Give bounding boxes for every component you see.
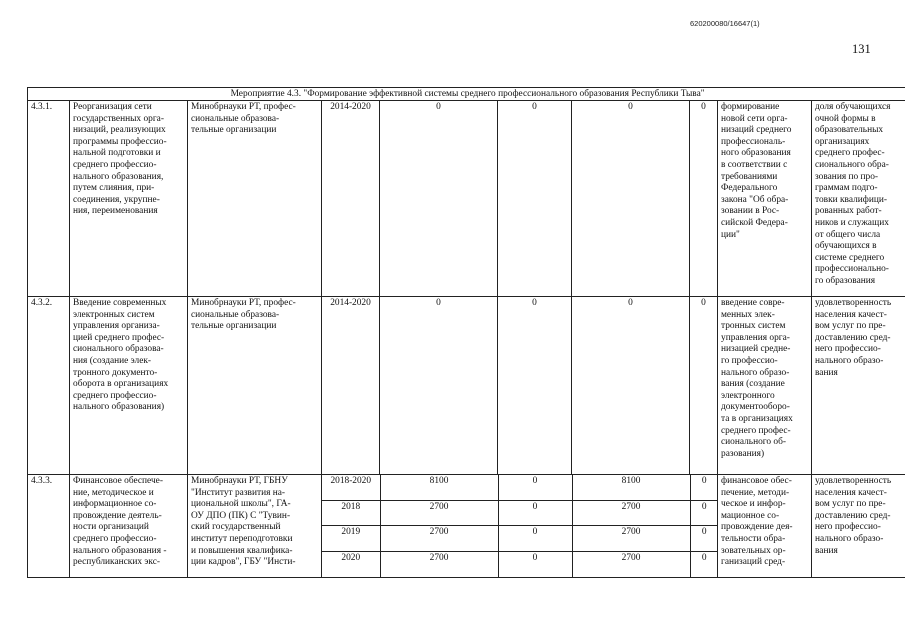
year-value-republic: 2700 — [572, 526, 690, 552]
year-value-other: 0 — [690, 475, 718, 500]
year-value-total: 2700 — [380, 500, 498, 526]
page-number: 131 — [852, 42, 871, 56]
value-federal: 0 — [498, 297, 572, 475]
year-row — [322, 552, 718, 577]
expected-result: формирование новой сети орга- низаций среднего профессиональ- ного образования в соответствии с требованиями Федерального закона "Об обра- зовании в Рос- сийской Федера- ции" — [718, 101, 812, 297]
period: 2014-2020 — [322, 297, 380, 475]
year-row — [322, 475, 718, 500]
value-republic: 0 — [572, 101, 690, 297]
year-value-republic: 2700 — [572, 552, 690, 577]
year-value-total: 2700 — [380, 526, 498, 552]
table-title-row — [28, 88, 905, 101]
row-number: 4.3.3. — [28, 475, 70, 578]
yearly-values — [322, 475, 718, 578]
executor: Минобрнауки РТ, ГБНУ "Институт развития на- циональной школы", ГА- ОУ ДПО (ПК) С "Тувин- ский государственный институт переподготовки и повышения квалифика- ции кадров", ГБУ "Инсти- — [188, 475, 322, 578]
value-total: 0 — [380, 297, 498, 475]
table-row — [28, 475, 905, 578]
year-value-total: 2700 — [380, 552, 498, 577]
activity-name: Финансовое обеспече- ние, методическое и информационное со- провождение деятель- ности организаций среднего профессио- нального образования - республиканских экс- — [70, 475, 188, 578]
year-period: 2018 — [322, 500, 380, 526]
value-total: 0 — [380, 101, 498, 297]
year-value-other: 0 — [690, 500, 718, 526]
value-federal: 0 — [498, 101, 572, 297]
value-other: 0 — [690, 101, 718, 297]
expected-result: введение совре- менных элек- тронных систем управления орга- низацией средне- го профессио- нального образо- вания (создание электронного документооборо- та в организациях среднего профес- сионального об- разования) — [718, 297, 812, 475]
activity-name: Реорганизация сети государственных орга- низаций, реализующих программы профессио- нальной подготовки и среднего профессио- нального образования, путем слияния, при- соединения, укрупне- ния, переименования — [70, 101, 188, 297]
year-value-other: 0 — [690, 552, 718, 577]
year-value-other: 0 — [690, 526, 718, 552]
row-number: 4.3.1. — [28, 101, 70, 297]
document-id: 620200080/16647(1) — [690, 19, 760, 28]
expected-result: финансовое обес- печение, методи- ческое и инфор- мационное со- провождение дея- тельности обра- зовательных ор- ганизаций сред- — [718, 475, 812, 578]
year-value-federal: 0 — [498, 475, 572, 500]
year-period: 2020 — [341, 553, 361, 564]
table-row — [28, 297, 905, 475]
year-value-republic: 8100 — [572, 475, 690, 500]
year-value-total: 8100 — [380, 475, 498, 500]
indicator: доля обучающихся очной формы в образовательных организациях среднего профес- сионального обра- зования по про- граммам подго- товки квалифици- рованных работ- ников и служащих от общего числа обучающихся в системе среднего профессионально- го образования — [812, 101, 905, 297]
year-row — [322, 500, 718, 526]
period: 2014-2020 — [322, 101, 380, 297]
indicator: удовлетворенность населения качест- вом услуг по пре- доставлению сред- него профессио- нального образо- вания — [812, 297, 905, 475]
program-measures-table — [27, 87, 905, 578]
executor: Минобрнауки РТ, профес- сиональные образова- тельные организации — [188, 101, 322, 297]
year-value-federal: 0 — [498, 526, 572, 552]
year-value-republic: 2700 — [572, 500, 690, 526]
row-number: 4.3.2. — [28, 297, 70, 475]
year-row — [322, 526, 718, 552]
table-row — [28, 101, 905, 297]
measure-title: Мероприятие 4.3. "Формирование эффективной системы среднего профессионального образования Республики Тыва" — [28, 88, 905, 101]
year-period: 2018-2020 — [322, 475, 380, 500]
indicator: удовлетворенность населения качест- вом услуг по пре- доставлению сред- него профессио- нального образо- вания — [812, 475, 905, 578]
activity-name: Введение современных электронных систем управления организа- цией среднего профес- сионального образова- ния (создание элек- тронного документо- оборота в организациях среднего профессио- нального образования) — [70, 297, 188, 475]
value-other: 0 — [690, 297, 718, 475]
year-value-federal: 0 — [498, 500, 572, 526]
yearly-values-table — [322, 475, 718, 577]
year-period: 2019 — [322, 526, 380, 552]
year-value-federal: 0 — [498, 552, 572, 577]
executor: Минобрнауки РТ, профес- сиональные образова- тельные организации — [188, 297, 322, 475]
value-republic: 0 — [572, 297, 690, 475]
